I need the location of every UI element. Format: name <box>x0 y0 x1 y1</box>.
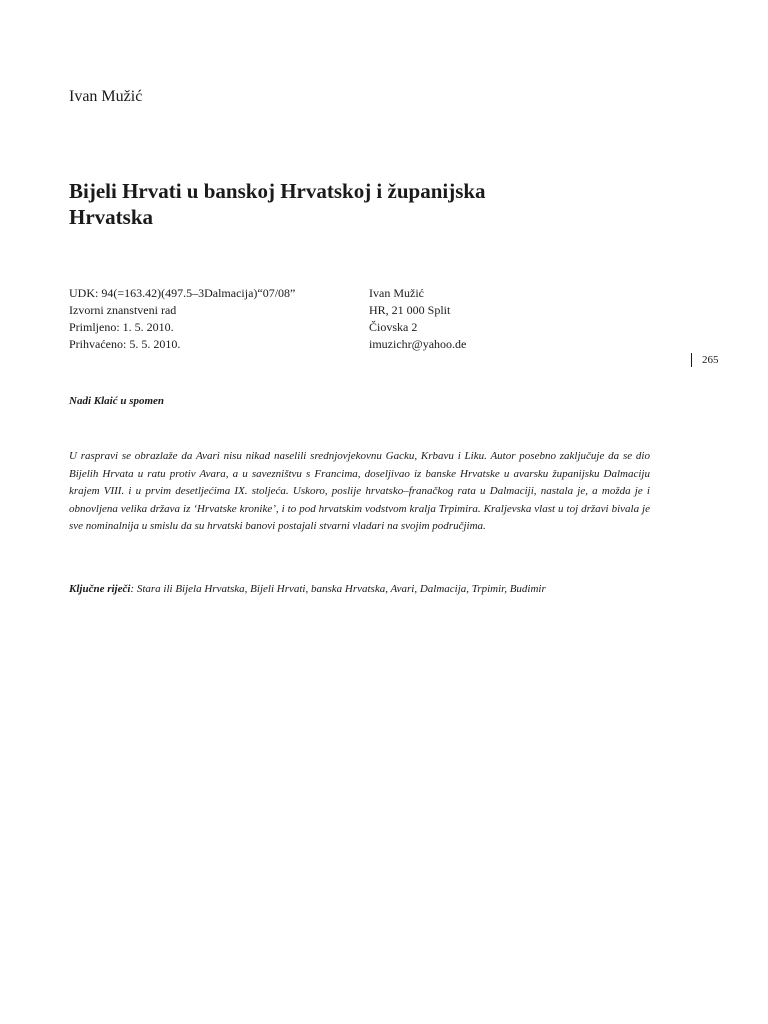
article-title: Bijeli Hrvati u banskoj Hrvatskoj i županijska Hrvatska <box>69 179 486 229</box>
received-date: Primljeno: 1. 5. 2010. <box>69 320 174 334</box>
article-metadata <box>69 285 359 353</box>
dedication: Nadi Klaić u spomen <box>69 395 165 407</box>
author-street: Čiovska 2 <box>369 320 418 334</box>
author-address <box>369 285 619 353</box>
keywords <box>69 583 669 595</box>
accepted-date: Prihvaćeno: 5. 5. 2010. <box>69 337 181 351</box>
author-email: imuzichr@yahoo.de <box>369 337 467 351</box>
running-author: Ivan Mužić <box>69 88 143 105</box>
page-number: 265 <box>691 353 719 367</box>
abstract: U raspravi se obrazlaže da Avari nisu nikad naselili srednjovjekovnu Gacku, Krbavu i Liku. Autor posebno zaključuje da se dio Bijelih Hrvata u ratu protiv Avara, a u savezništvu s Francima, doseljivao iz banske Hrvatske u avarsku županijsku Dalmaciju krajem VIII. i u prvim desetljećima IX. stoljeća. Uskoro, poslije hrvatsko–franačkog rata u Dalmaciji, nastala je, a možda je i obnovljena velika država iz ‘Hrvatske kronike’, i to pod hrvatskim vodstvom kralja Trpimira. Kraljevska vlast u toj državi bivala je sve nominalnija u smislu da su hrvatski banovi postajali stvarni vladari na svojim područjima. <box>69 450 650 533</box>
author-name: Ivan Mužić <box>369 286 424 300</box>
keywords-text: : Stara ili Bijela Hrvatska, Bijeli Hrvati, banska Hrvatska, Avari, Dalmacija, Trpimir, Budimir <box>130 583 546 595</box>
keywords-label: Ključne riječi <box>69 583 131 595</box>
author-city: HR, 21 000 Split <box>369 303 451 317</box>
udk-line: UDK: 94(=163.42)(497.5–3Dalmacija)“07/08” <box>69 286 296 300</box>
article-type: Izvorni znanstveni rad <box>69 303 177 317</box>
